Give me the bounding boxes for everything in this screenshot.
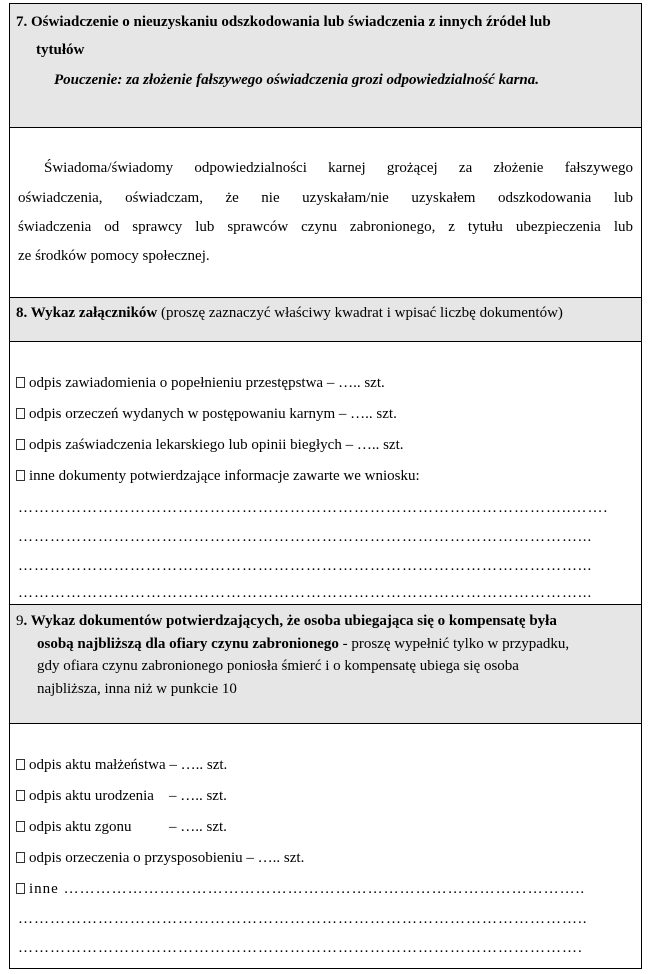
section8-title [16,303,563,323]
section7-warning: Pouczenie: za złożenie fałszywego oświadczenia grozi odpowiedzialność karna. [54,72,540,88]
section9-title-bold: osobą najbliższą dla ofiary czynu zabronionego [37,636,339,652]
checkbox-icon[interactable] [16,408,25,419]
attachment-item-label: odpis orzeczeń wydanych w postępowaniu karnym – ….. szt. [29,406,397,422]
document-item[interactable] [16,755,227,775]
section9-title-line2 [37,634,569,654]
fill-in-line[interactable]: …………………………………………………………………………………………….. [18,911,588,927]
section7-title-line1: 7. Oświadczenie o nieuzyskaniu odszkodowania lub świadczenia z innych źródeł lub [16,14,551,30]
document-item-label: odpis aktu małżeństwa – ….. szt. [29,757,228,773]
divider [10,341,641,342]
document-item[interactable] [16,786,227,806]
section7-body-line: ze środków pomocy społecznej. [18,248,210,264]
document-item-label: inne …………………………………………………………………………………….. [29,881,586,897]
section8-title-rest: (proszę zaznaczyć właściwy kwadrat i wpisać liczbę dokumentów) [157,305,563,321]
checkbox-icon[interactable] [16,790,25,801]
checkbox-icon[interactable] [16,883,25,894]
attachment-item-label: odpis zaświadczenia lekarskiego lub opinii biegłych – ….. szt. [29,437,404,453]
section7-body-line: świadczenia od sprawcy lub sprawców czynu zabronionego, z tytułu ubezpieczenia lub [18,219,633,235]
document-item[interactable] [16,817,227,837]
section9-title-rest: - proszę wypełnić tylko w przypadku, [338,636,570,652]
attachment-item[interactable] [16,404,397,424]
document-item-label: odpis orzeczenia o przysposobieniu – ….. szt. [29,850,305,866]
fill-in-line[interactable]: …………………………………………………………………………………………..……. [18,500,609,516]
fill-in-line[interactable]: ……………………………………………………………………………………………. [18,940,583,956]
checkbox-icon[interactable] [16,821,25,832]
attachment-item-label: inne dokumenty potwierdzające informacje zawarte we wniosku: [29,468,420,484]
checkbox-icon[interactable] [16,759,25,770]
attachment-item[interactable] [16,373,385,393]
document-item-label: odpis aktu urodzenia – ….. szt. [29,788,227,804]
fill-in-line[interactable]: ……………………………………………………………………………………………... [18,585,593,601]
document-item-label: odpis aktu zgonu – ….. szt. [29,819,227,835]
section9-title-bold: . Wykaz dokumentów potwierdzających, że osoba ubiegająca się o kompensatę była [23,613,557,629]
section7-title-line2: tytułów [36,42,85,58]
section7-body-line: Świadoma/świadomy odpowiedzialności karnej grożącej za złożenie fałszywego [44,160,633,176]
document-item[interactable] [16,848,304,868]
section9-title-line1 [16,611,557,631]
section9-title-line4: najbliższa, inna niż w punkcie 10 [37,681,237,697]
checkbox-icon[interactable] [16,852,25,863]
section8-title-bold: 8. Wykaz załączników [16,305,158,321]
document-item[interactable] [16,879,635,899]
attachment-item[interactable] [16,466,420,486]
attachment-item-label: odpis zawiadomienia o popełnieniu przestępstwa – ….. szt. [29,375,385,391]
divider [10,127,641,128]
form-frame [9,3,642,969]
section7-body-line: oświadczenia, oświadczam, że nie uzyskałam/nie uzyskałem odszkodowania lub [18,190,633,206]
checkbox-icon[interactable] [16,439,25,450]
section9-number: 9 [16,613,24,629]
checkbox-icon[interactable] [16,377,25,388]
attachment-item[interactable] [16,435,404,455]
fill-in-line[interactable]: ……………………………………………………………………………………………... [18,529,593,545]
fill-in-line[interactable]: ……………………………………………………………………………………………... [18,558,593,574]
section9-title-line3: gdy ofiara czynu zabronionego poniosła śmierć i o kompensatę ubiega się osoba [37,658,519,674]
checkbox-icon[interactable] [16,470,25,481]
divider [10,723,641,724]
